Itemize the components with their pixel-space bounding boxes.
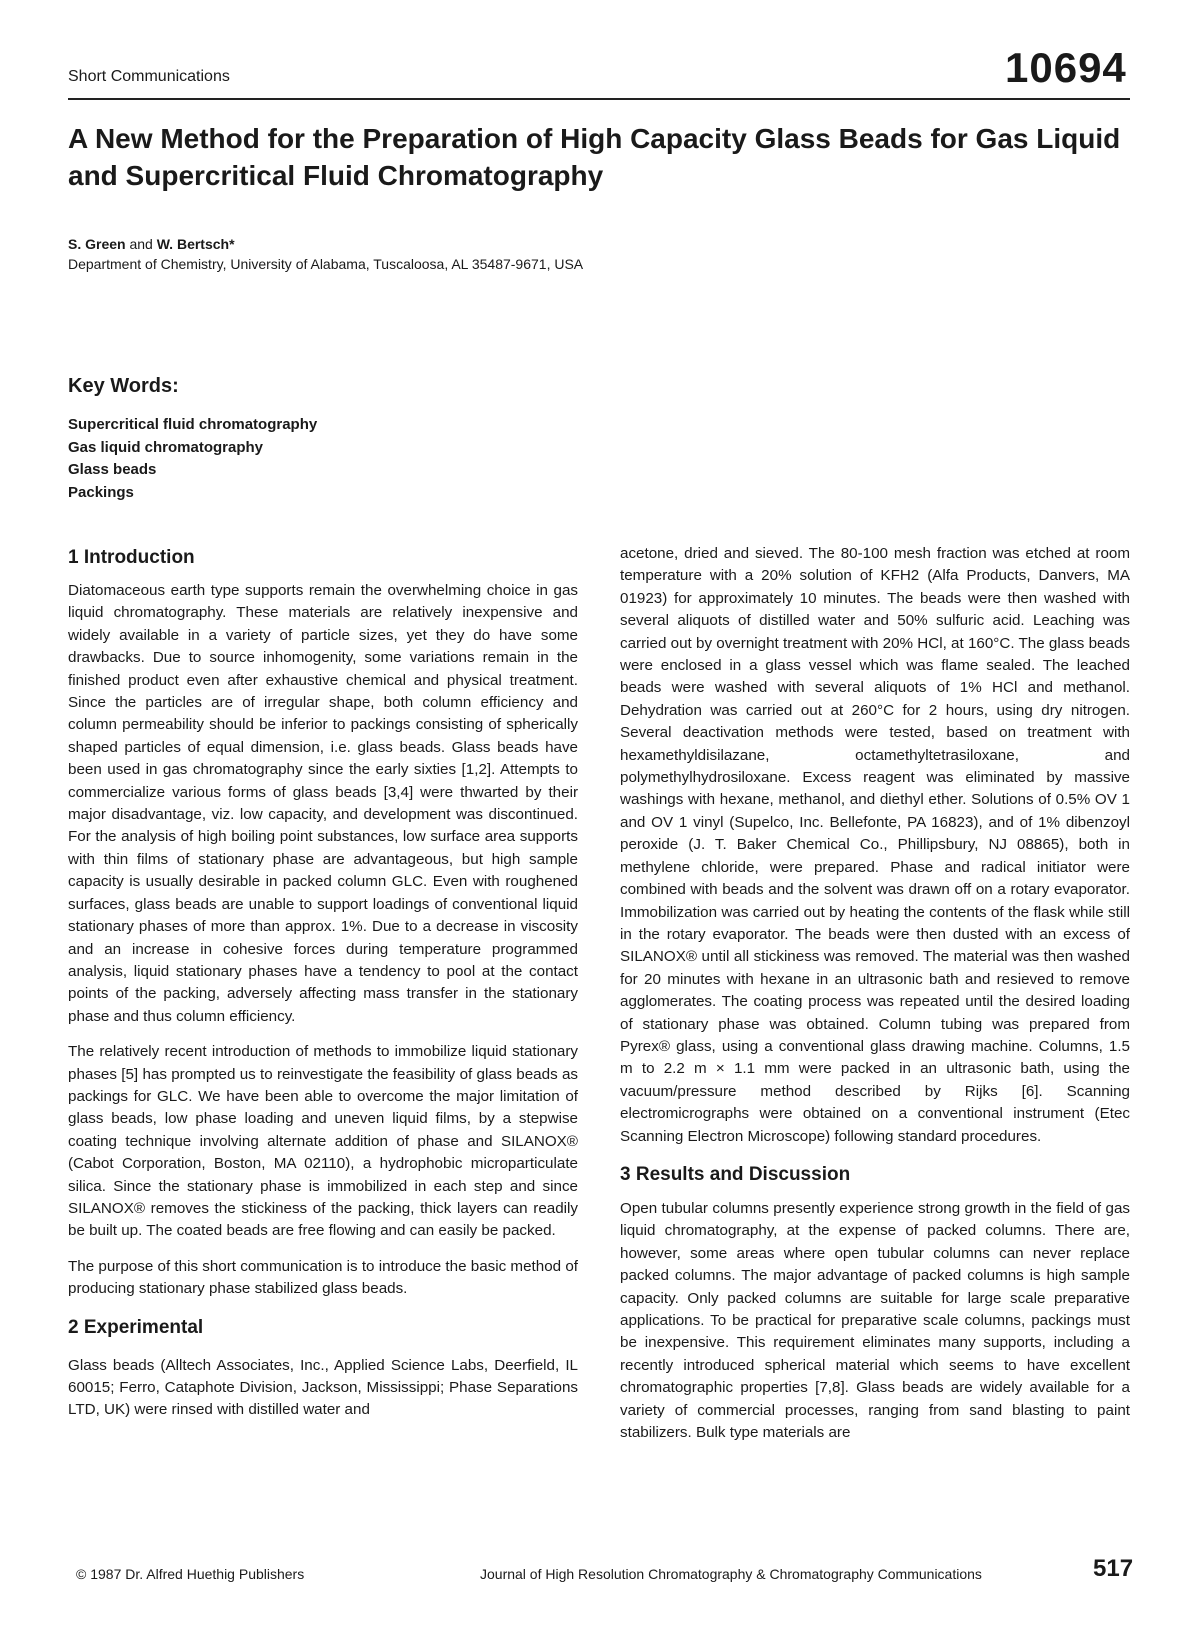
author-conjunction: and (125, 236, 157, 252)
paper-title: A New Method for the Preparation of High Capacity Glass Beads for Gas Liquid and Supercritical Fluid Chromatography (68, 123, 1121, 191)
keywords-heading: Key Words: (68, 375, 179, 397)
right-column (620, 543, 1130, 1444)
section-heading-experimental: 2 Experimental (68, 1316, 204, 1338)
keyword-item: Packings (68, 484, 134, 502)
intro-paragraph-1: Diatomaceous earth type supports remain the overwhelming choice in gas liquid chromatography. These materials are relatively inexpensive and widely available in a variety of particle sizes, yet they do have some drawbacks. Due to source inhomogenity, some variations remain in the finished product even after exhaustive chemical and physical treatment. Since the particles are of irregular shape, both column efficiency and column permeability should be inferior to packings consisting of spherically shaped particles of equal dimension, i.e. glass beads. Glass beads have been used in gas chromatography since the early sixties [1,2]. Attempts to commercialize various forms of glass beads [3,4] were thwarted by their major disadvantage, viz. low capacity, and development was discontinued. For the analysis of high boiling point substances, low surface area supports with thin films of stationary phase are advantageous, but high sample capacity is usually desirable in packed column GLC. Even with roughened surfaces, glass beads are unable to support loadings of conventional liquid stationary phases of more than approx. 1%. Due to a decrease in viscosity and an increase in cohesive forces during temperature programmed analysis, liquid stationary phases have a tendency to pool at the contact points of the packing, adversely affecting mass transfer in the stationary phase and thus column efficiency. (68, 582, 578, 1025)
author-line (68, 236, 235, 252)
intro-paragraph-2: The relatively recent introduction of methods to immobilize liquid stationary phases [5] has prompted us to reinvestigate the feasibility of glass beads as packings for GLC. We have been able to overcome the major limitation of glass beads, low phase loading and uneven liquid films, by a stepwise coating technique involving alternate addition of phase and SILANOX® (Cabot Corporation, Boston, MA 02110), a hydrophobic microparticulate silica. Since the stationary phase is immobilized in each step and since SILANOX® removes the stickiness of the packing, thick layers can readily be built up. The coated beads are free flowing and can easily be packed. (68, 1043, 578, 1240)
results-paragraph-1: Open tubular columns presently experience strong growth in the field of gas liquid chromatography, at the expense of packed columns. There are, however, some areas where open tubular columns can never replace packed columns. The major advantage of packed columns is high sample capacity. Only packed columns are suitable for large scale preparative applications. To be practical for preparative scale columns, packings must be inexpensive. This requirement eliminates many supports, including a recently introduced spherical material which seems to have excellent chromatographic properties [7,8]. Glass beads are widely available for a variety of commercial processes, ranging from sand blasting to paint stabilizers. Bulk type materials are (620, 1199, 1130, 1442)
intro-paragraph-3: The purpose of this short communication is to introduce the basic method of producing stationary phase stabilized glass beads. (68, 1257, 578, 1298)
section-heading-introduction: 1 Introduction (68, 547, 195, 568)
running-header-section: Short Communications (68, 68, 230, 85)
document-number: 10694 (1005, 44, 1127, 91)
author-green: S. Green (68, 236, 126, 252)
keyword-item: Glass beads (68, 461, 157, 479)
left-column (68, 580, 578, 1435)
keyword-item: Supercritical fluid chromatography (68, 416, 318, 433)
experimental-paragraph-1-continued: acetone, dried and sieved. The 80-100 mesh fraction was etched at room temperature with a 20% solution of KFH2 (Alfa Products, Danvers, MA 01923) for approximately 10 minutes. The beads were then washed with several aliquots of distilled water and 50% sulfuric acid. Leaching was carried out by overnight treatment with 20% HCl, at 160°C. The glass beads were enclosed in a glass vessel which was flame sealed. The leached beads were washed with several aliquots of 1% HCl and methanol. Dehydration was carried out at 260°C for 2 hours, using dry nitrogen. Several deactivation methods were tested, based on treatment with hexamethyldisilazane, octamethyltetrasiloxane, and polymethylhydrosiloxane. Excess reagent was eliminated by massive washings with hexane, methanol, and diethyl ether. Solutions of 0.5% OV 1 and OV 1 vinyl (Supelco, Inc. Bellefonte, PA 16823), and of 1% dibenzoyl peroxide (J. T. Baker Chemical Co., Phillipsbury, NJ 08865), both in methylene chloride, were prepared. Phase and radical initiator were combined with beads and the solvent was drawn off on a rotary evaporator. Immobilization was carried out by heating the contents of the flask while still in the rotary evaporator. The beads were then dusted with an excess of SILANOX® until all stickiness was removed. The material was then washed for 20 minutes with hexane in an ultrasonic bath and resieved to remove agglomerates. The coating process was repeated until the desired loading of stationary phase was obtained. Column tubing was prepared from Pyrex® glass, using a conventional glass drawing machine. Columns, 1.5 m to 2.2 m × 1.1 mm were packed in an ultrasonic bath, using the vacuum/pressure method described by Rijks [6]. Scanning electromicrographs were obtained on a conventional instrument (Etec Scanning Electron Microscope) following standard procedures. (620, 545, 1130, 1145)
experimental-paragraph-1: Glass beads (Alltech Associates, Inc., Applied Science Labs, Deerfield, IL 60015; Ferro, Cataphote Division, Jackson, Mississippi; Phase Separations LTD, UK) were rinsed with distilled water and (68, 1356, 578, 1419)
keywords-list (68, 414, 317, 505)
footer-copyright: © 1987 Dr. Alfred Huethig Publishers (76, 1566, 305, 1582)
footer-journal-name: Journal of High Resolution Chromatography & Chromatography Communications (480, 1566, 982, 1582)
author-bertsch: W. Bertsch* (156, 236, 235, 252)
affiliation: Department of Chemistry, University of Alabama, Tuscaloosa, AL 35487-9671, USA (68, 256, 584, 272)
keyword-item: Gas liquid chromatography (68, 438, 264, 456)
section-heading-results: 3 Results and Discussion (620, 1163, 851, 1185)
intro-heading-wrap (68, 545, 195, 571)
page-number: 517 (1093, 1555, 1134, 1582)
header-rule (68, 98, 1130, 100)
